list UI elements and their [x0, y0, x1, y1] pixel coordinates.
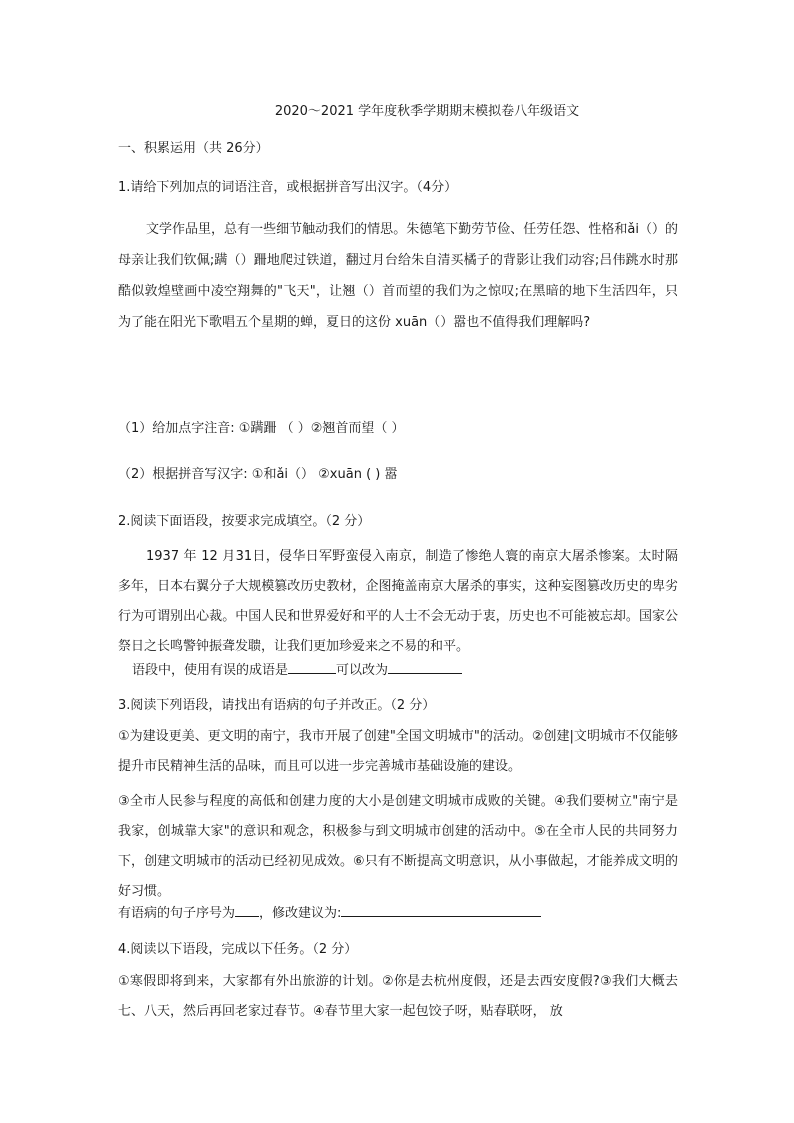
question-2-answer-line — [132, 659, 462, 678]
question-1-sub-1: （1）给加点字注音: ①蹒跚 （ ）②翘首而望（ ） — [118, 421, 405, 436]
question-4-passage: ①寒假即将到来，大家都有外出旅游的计划。②你是去杭州度假，还是去西安度假?③我们大概去七、八天，然后再回老家过春节。④春节里大家一起包饺子呀，贴春联呀， 放 — [118, 974, 678, 1019]
question-3-answer-line — [118, 902, 541, 921]
answer-prefix: 有语病的句子序号为 — [118, 906, 236, 921]
exam-title: 2020～2021 学年度秋季学期期末模拟卷八年级语文 — [274, 104, 580, 119]
question-1-stem: 1.请给下列加点的词语注音，或根据拼音写出汉字。（4分） — [118, 180, 458, 195]
question-3-passage-1: ①为建设更美、更文明的南宁，我市开展了创建"全国文明城市"的活动。②创建|文明城市不仅能够提升市民精神生活的品味，而且可以进一步完善城市基础设施的建设。 — [118, 729, 678, 774]
question-1-sub-2: （2）根据拼音写汉字: ①和ǎi（） ②xuān ( ) 嚣 — [118, 467, 398, 482]
answer-blank-correction[interactable] — [388, 659, 462, 674]
question-1-passage: 文学作品里，总有一些细节触动我们的情思。朱德笔下勤劳节俭、任劳任怨、性格和ǎi（）的母亲让我们钦佩;蹒（）跚地爬过铁道，翻过月台给朱自清买橘子的背影让我们动容;吕伟跳水时那酷似敦煌壁画中凌空翔舞的"飞天"，让翘（）首而望的我们为之惊叹;在黑暗的地下生活四年，只为了能在阳光下歌唱五个星期的蝉，夏日的这份 xuān（）嚣也不值得我们理解吗? — [118, 222, 678, 330]
question-2-stem: 2.阅读下面语段，按要求完成填空。（2 分） — [118, 514, 371, 529]
answer-blank-suggestion[interactable] — [341, 902, 541, 917]
question-3-passage-2: ③全市人民参与程度的高低和创建力度的大小是创建文明城市成败的关键。④我们要树立"南宁是我家，创城靠大家"的意识和观念，积极参与到文明城市创建的活动中。⑤在全市人民的共同努力下，创建文明城市的活动已经初见成效。⑥只有不断提高文明意识，从小事做起，才能养成文明的好习惯。 — [118, 794, 678, 899]
question-4-stem: 4.阅读以下语段，完成以下任务。（2 分） — [118, 942, 358, 957]
question-2-passage: 1937 年 12 月31日，侵华日军野蛮侵入南京，制造了惨绝人寰的南京大屠杀惨案。太时隔多年，日本右翼分子大规模篡改历史教材，企图掩盖南京大屠杀的事实，这种妄图篡改历史的卑劣行为可谓别出心裁。中国人民和世界爱好和平的人士不会无动于衷，历史也不可能被忘却。国家公祭日之长鸣警钟振聋发聩，让我们更加珍爱来之不易的和平。 — [118, 549, 678, 654]
answer-prefix: 语段中，使用有误的成语是 — [132, 663, 289, 678]
answer-blank-sentence-number[interactable] — [235, 902, 259, 917]
answer-mid: 可以改为 — [336, 663, 389, 678]
answer-mid: ，修改建议为: — [259, 906, 342, 921]
answer-blank-idiom[interactable] — [288, 659, 336, 674]
question-3-stem: 3.阅读下列语段，请找出有语病的句子并改正。（2 分） — [118, 698, 436, 713]
section-heading: 一、积累运用（共 26分） — [118, 141, 269, 156]
